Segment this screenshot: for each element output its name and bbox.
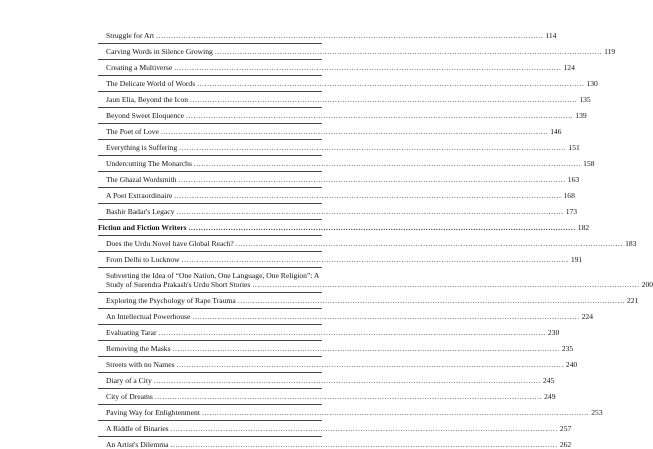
dot-leader: ...........................................................................................................................................................	[190, 95, 578, 104]
toc-entry-page: 146	[550, 127, 562, 136]
toc-entry-page: 191	[570, 255, 583, 264]
toc-entry-page: 119	[604, 47, 616, 56]
toc-entry-page: 235	[561, 344, 574, 353]
toc-entry-title: The Ghazal Wordsmith	[106, 175, 177, 184]
dot-leader: ...........................................................................................................................................................	[201, 408, 590, 417]
toc-entry-title: Paving Way for Enlightenment	[106, 408, 200, 417]
divider	[98, 155, 322, 156]
divider	[98, 123, 322, 124]
toc-section-heading[interactable]	[98, 223, 590, 232]
toc-entry[interactable]	[98, 424, 572, 433]
toc-entry-title: City of Dreams	[106, 392, 153, 401]
toc-entry[interactable]	[98, 175, 580, 184]
toc-entry-title: From Delhi to Lucknow	[106, 255, 180, 264]
toc-entry-page: 183	[625, 239, 637, 248]
toc-entry[interactable]	[98, 312, 594, 321]
dot-leader: ...........................................................................................................................................................	[176, 360, 564, 369]
toc-entry-title: Everything is Suffering	[106, 143, 178, 152]
toc-entry-title: Undercutting The Monarchs	[106, 159, 192, 168]
toc-entry[interactable]	[98, 360, 578, 369]
toc-entry-title: Beyond Sweet Eloquence	[106, 111, 185, 120]
divider	[98, 404, 322, 405]
toc-entry-title: Struggle for Art	[106, 31, 155, 40]
toc-entry[interactable]	[98, 143, 580, 152]
toc-entry[interactable]	[98, 159, 595, 168]
toc-entry[interactable]	[98, 255, 583, 264]
dot-leader: ...........................................................................................................................................................	[170, 424, 558, 433]
toc-entry-page: 135	[579, 95, 591, 104]
dot-leader: ...........................................................................................................................................................	[153, 376, 542, 385]
toc-entry[interactable]	[98, 95, 591, 104]
toc-entry-page: 230	[547, 328, 560, 337]
toc-entry-page: 240	[565, 360, 578, 369]
dot-leader: ...........................................................................................................................................................	[174, 191, 562, 200]
toc-entry-page: 168	[563, 191, 575, 200]
toc-entry-title: The Poet of Love	[106, 127, 159, 136]
dot-leader: ...........................................................................................................................................................	[156, 31, 544, 40]
dot-leader: ...........................................................................................................................................................	[158, 328, 546, 337]
dot-leader: ...........................................................................................................................................................	[176, 207, 564, 216]
dot-leader: ...........................................................................................................................................................	[172, 344, 560, 353]
dot-leader: ...........................................................................................................................................................	[154, 392, 543, 401]
toc-entry-title: Does the Urdu Novel have Global Reach?	[106, 239, 234, 248]
toc-entry-title: Exploring the Psychology of Rape Trauma	[106, 296, 236, 305]
toc-entry[interactable]	[98, 392, 556, 401]
dot-leader: ...........................................................................................................................................................	[197, 79, 585, 88]
divider	[98, 372, 322, 373]
toc-entry-page: 257	[559, 424, 572, 433]
toc-entry-page: 130	[586, 79, 598, 88]
toc-entry-page: 249	[544, 392, 556, 401]
divider	[98, 292, 322, 293]
divider	[98, 388, 322, 389]
dot-leader: ...........................................................................................................................................................	[193, 159, 582, 168]
divider	[98, 91, 322, 92]
divider	[98, 420, 322, 421]
toc-entry-title: A Riddle of Binaries	[106, 424, 169, 433]
toc-entry-title: Bashir Badar's Legacy	[106, 207, 175, 216]
toc-entry-title: Creating a Multiverse	[106, 63, 173, 72]
toc-entry-page: 245	[543, 376, 555, 385]
toc-entry-title: An Artist's Dilemma	[106, 440, 169, 449]
toc-entry-title-line-2: Study of Surendra Prakash's Urdu Short Stories	[106, 280, 251, 289]
divider	[98, 308, 322, 309]
toc-entry[interactable]	[98, 376, 555, 385]
toc-entry-page: 253	[591, 408, 603, 417]
toc-entry[interactable]	[98, 127, 562, 136]
dot-leader: ...........................................................................................................................................................	[174, 63, 562, 72]
toc-entry-page: 151	[568, 143, 580, 152]
toc-entry-multiline[interactable]	[98, 271, 653, 289]
divider	[98, 203, 322, 204]
toc-entry[interactable]	[98, 328, 560, 337]
toc-entry-page: 221	[626, 296, 639, 305]
toc-entry[interactable]	[98, 207, 578, 216]
toc-entry-page: 158	[583, 159, 595, 168]
divider	[98, 171, 322, 172]
toc-entry-page: 114	[545, 31, 557, 40]
dot-leader: ...........................................................................................................................................................	[235, 239, 624, 248]
toc-entry-title: An Intellectual Powerhouse	[106, 312, 191, 321]
divider	[98, 187, 322, 188]
toc-entry[interactable]	[98, 47, 616, 56]
dot-leader: ...........................................................................................................................................................	[237, 296, 625, 305]
table-of-contents	[98, 31, 653, 449]
divider	[98, 75, 322, 76]
toc-entry[interactable]	[98, 79, 598, 88]
divider	[98, 251, 322, 252]
dot-leader: ...........................................................................................................................................................	[214, 47, 603, 56]
toc-entry-title: Streets with no Names	[106, 360, 175, 369]
toc-entry-page: 139	[575, 111, 587, 120]
divider	[98, 324, 322, 325]
divider	[98, 139, 322, 140]
divider	[98, 267, 322, 268]
toc-entry[interactable]	[98, 63, 575, 72]
toc-entry-page: 173	[565, 207, 578, 216]
toc-entry-title: Diary of a City	[106, 376, 152, 385]
toc-entry[interactable]	[98, 440, 572, 449]
toc-entry-page: 124	[563, 63, 575, 72]
divider	[98, 43, 322, 44]
dot-leader: ...........................................................................................................................................................	[252, 280, 640, 289]
toc-entry-title: Evaluating Tarar	[106, 328, 157, 337]
toc-entry[interactable]	[98, 111, 587, 120]
toc-entry-title: Carving Words in Silence Growing	[106, 47, 213, 56]
toc-entry-title: Removing the Masks	[106, 344, 171, 353]
toc-entry-page: 200	[641, 280, 653, 289]
toc-entry-title-line-1: Subverting the Idea of “One Nation, One Language, One Religion”: A	[106, 271, 320, 280]
toc-section-page: 182	[577, 223, 590, 232]
toc-entry[interactable]	[98, 191, 575, 200]
toc-entry-title: Jaun Elia, Beyond the Icon	[106, 95, 189, 104]
divider	[98, 356, 322, 357]
toc-entry-page: 262	[559, 440, 572, 449]
divider	[98, 340, 322, 341]
toc-entry[interactable]	[98, 344, 574, 353]
divider	[98, 107, 322, 108]
toc-entry[interactable]	[98, 239, 637, 248]
divider	[98, 59, 322, 60]
divider	[98, 235, 322, 236]
dot-leader: ...........................................................................................................................................................	[186, 111, 574, 120]
toc-section-title: Fiction and Fiction Writers	[98, 223, 187, 232]
toc-entry-page: 224	[581, 312, 594, 321]
divider	[98, 436, 322, 437]
dot-leader: ...........................................................................................................................................................	[170, 440, 558, 449]
toc-entry[interactable]	[98, 408, 603, 417]
toc-entry[interactable]	[98, 31, 557, 40]
dot-leader: ...........................................................................................................................................................	[192, 312, 580, 321]
dot-leader: ...........................................................................................................................................................	[160, 127, 549, 136]
dot-leader: ...........................................................................................................................................................	[178, 175, 566, 184]
divider	[98, 219, 322, 220]
dot-leader: ...........................................................................................................................................................	[179, 143, 567, 152]
toc-entry-title: The Delicate World of Words	[106, 79, 196, 88]
dot-leader: ...........................................................................................................................................................	[181, 255, 569, 264]
toc-entry[interactable]	[98, 296, 639, 305]
toc-entry-title: A Poet Extraordinaire	[106, 191, 173, 200]
dot-leader: ...........................................................................................................................................................	[188, 223, 576, 232]
toc-entry-page: 163	[567, 175, 580, 184]
